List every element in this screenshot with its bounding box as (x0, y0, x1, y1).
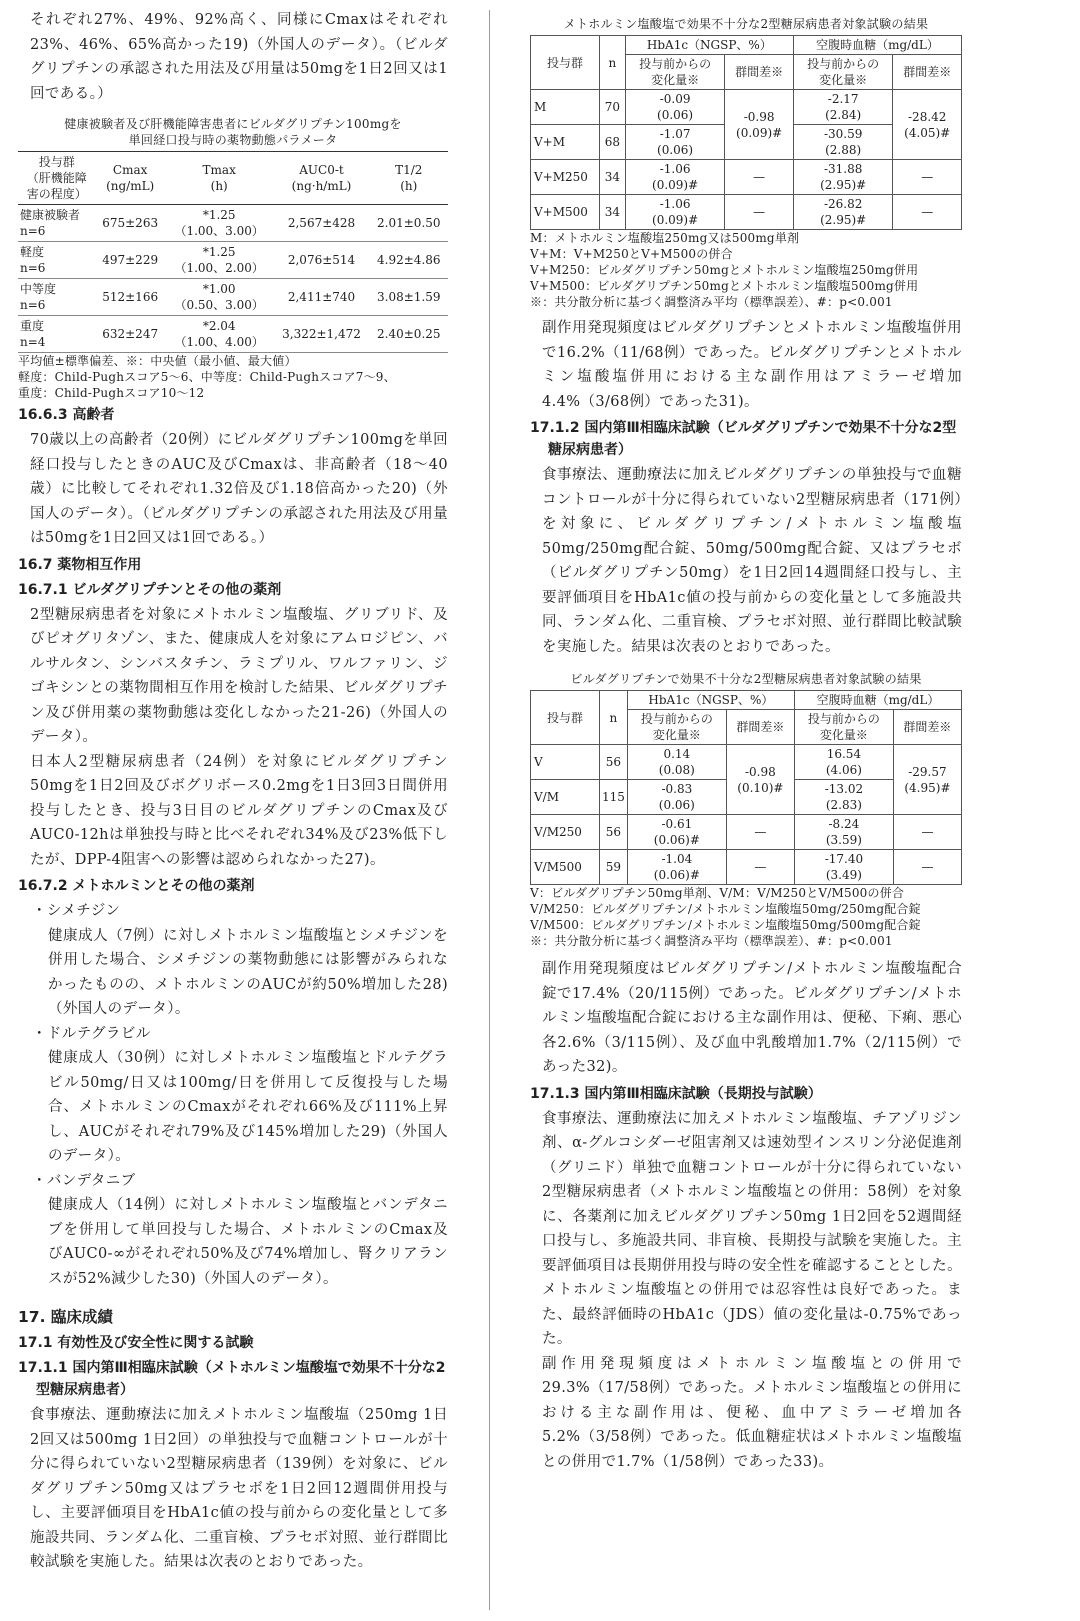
pk-tmax-range: （0.50、3.00） (174, 298, 264, 312)
t2-hb-value: -1.04 (661, 852, 693, 866)
table-row (531, 850, 962, 885)
t1-hb-se: (0.09)# (652, 178, 699, 192)
pk-tmax-median: *1.00 (202, 282, 236, 296)
pk-header-cmax-label: Cmax (112, 163, 148, 177)
t1-header-fpg: 空腹時血糖（mg/dL） (793, 36, 961, 55)
pk-cell-auc: 3,322±1,472 (273, 316, 369, 353)
t1-cell-group: V+M500 (531, 195, 600, 230)
t2-header-hb-change (627, 710, 726, 745)
pk-group-n: n=4 (20, 335, 46, 349)
intro-paragraph: それぞれ27%、49%、92%高く、同様にCmaxはそれぞれ23%、46%、65%高かった19)（外国人のデータ）。（ビルダグリプチンの承認された用法及び用量は50mgを1日2回又は1回である。） (30, 12, 448, 102)
t2-note-3: V/M500：ビルダグリプチン/メトホルミン塩酸塩50mg/500mg配合錠 (530, 918, 921, 932)
cimetidine-label: ・シメチジン (32, 903, 121, 919)
t2-fp-value: -13.02 (824, 782, 864, 796)
t2-fp-value: -8.24 (828, 817, 860, 831)
pk-group-name: 軽度 (20, 245, 45, 259)
t1-cell-n: 68 (599, 125, 625, 160)
t1-header-fp-change-l2: 変化量※ (819, 73, 868, 87)
t2-cell-hb (627, 850, 726, 885)
pk-header-tmax (165, 152, 274, 205)
t1-cell-hb (625, 90, 725, 125)
t2-header-n: n (599, 691, 627, 745)
t2-fp-se: (4.06) (825, 763, 862, 777)
pk-tmax-median: *1.25 (202, 245, 236, 259)
t2-header-hb-change-l2: 変化量※ (652, 728, 701, 742)
section-17-1-2-title: 17.1.2 国内第Ⅲ相臨床試験（ビルダグリプチンで効果不十分な2型糖尿病患者） (530, 420, 957, 458)
t1-hb-diff-se: (0.09)# (736, 125, 783, 140)
pk-cell-cmax: 497±229 (95, 242, 165, 279)
t1-hb-se: (0.09)# (652, 213, 699, 227)
left-column (18, 8, 448, 1575)
pk-cell-tmax (165, 316, 274, 353)
pk-header-group-sub2: 害の程度） (26, 187, 87, 201)
t1-cell-fp-diff: — (893, 195, 962, 230)
pk-group-name: 中等度 (20, 282, 57, 296)
t1-cell-fp (793, 160, 893, 195)
t1-cell-n: 34 (599, 195, 625, 230)
t2-hb-value: -0.83 (661, 782, 693, 796)
t1-header-fp-diff: 群間差※ (893, 55, 962, 90)
pk-group-name: 重度 (20, 319, 45, 333)
t1-cell-n: 34 (599, 160, 625, 195)
t2-cell-fp-diff: — (893, 815, 961, 850)
vildagliptin-results-table (530, 690, 962, 885)
t1-cell-n: 70 (599, 90, 625, 125)
t1-cell-fp (793, 195, 893, 230)
t1-cell-hb (625, 160, 725, 195)
t1-header-hb-change-l2: 変化量※ (651, 73, 700, 87)
section-16-6-3-title: 16.6.3 高齢者 (18, 407, 115, 423)
t2-cell-hb-diff (726, 745, 794, 815)
column-divider (489, 10, 490, 1610)
t2-cell-hb-diff: — (726, 815, 794, 850)
section-17-1-2-body: 食事療法、運動療法に加えビルダグリプチンの単独投与で血糖コントロールが十分に得られていない2型糖尿病患者（171例）を対象に、ビルダグリプチン/メトホルミン塩酸塩50mg/250mg配合錠、50mg/500mg配合錠、又はプラセボ（ビルダグリプチン50mg）を1日2回14週間経口投与し、主要評価項目をHbA1c値の投与前からの変化量として多施設共同、ランダム化、二重盲検、プラセボ対照、並行群間比較試験を実施した。結果は次表のとおりであった。 (542, 467, 962, 655)
pk-header-tmax-label: Tmax (202, 163, 236, 177)
t2-header-fp-change-l2: 変化量※ (819, 728, 868, 742)
pk-cell-thalf: 4.92±4.86 (370, 242, 448, 279)
pk-group-name: 健康被験者 (20, 208, 81, 222)
t1-header-hb-diff: 群間差※ (725, 55, 794, 90)
section-17-1-1-title: 17.1.1 国内第Ⅲ相臨床試験（メトホルミン塩酸塩で効果不十分な2型糖尿病患者） (18, 1360, 446, 1398)
cimetidine-body: 健康成人（7例）に対しメトホルミン塩酸塩とシメチジンを併用した場合、シメチジンの薬物動態には影響がみられなかったものの、メトホルミンのAUCが約50%増加した28)（外国人のデータ）。 (48, 927, 448, 1017)
pk-cell-tmax (165, 205, 274, 242)
t1-fp-value: -31.88 (823, 162, 863, 176)
section-16-7-title: 16.7 薬物相互作用 (18, 556, 142, 573)
pk-cell-cmax: 632±247 (95, 316, 165, 353)
pk-cell-thalf: 2.01±0.50 (370, 205, 448, 242)
t2-fp-value: 16.54 (826, 747, 862, 761)
t2-header-hb-change-l1: 投与前からの (640, 712, 713, 726)
section-16-6-3-body: 70歳以上の高齢者（20例）にビルダグリプチン100mgを単回経口投与したときのAUC及びCmaxは、非高齢者（18〜40歳）に比較してそれぞれ1.32倍及び1.18倍高かった20)（外国人のデータ）。（ビルダグリプチンの承認された用法及び用量は50mgを1日2回又は1回である。） (30, 432, 448, 546)
t1-cell-hb-diff (725, 90, 794, 160)
t2-cell-group: V (531, 745, 600, 780)
t2-cell-fp (794, 815, 893, 850)
t1-cell-hb-diff: — (725, 195, 794, 230)
section-17-1-3-para2: 副作用発現頻度はメトホルミン塩酸塩との併用で29.3%（17/58例）であった。メトホルミン塩酸塩との併用における主な副作用は、便秘、血中アミラーゼ増加各5.2%（3/58例）であった。低血糖症状はメトホルミン塩酸塩との併用で1.7%（1/58例）であった33)。 (542, 1355, 962, 1470)
t2-header-fp-change-l1: 投与前からの (807, 712, 880, 726)
t1-hb-value: -1.07 (659, 127, 691, 141)
pk-note-3: 重度：Child-Pughスコア10〜12 (18, 386, 205, 400)
pk-cell-group (18, 279, 95, 316)
t1-hb-value: -0.09 (659, 92, 691, 106)
t2-cell-n: 56 (599, 815, 627, 850)
t2-hb-se: (0.06)# (653, 868, 700, 882)
t1-header-hb-change-l1: 投与前からの (639, 57, 712, 71)
vandetanib-body: 健康成人（14例）に対しメトホルミン塩酸塩とバンデタニブを併用して単回投与した場合、メトホルミンのCmax及びAUC0-∞がそれぞれ50%及び74%増加し、腎クリアランスが52%減少した30)（外国人のデータ）。 (48, 1197, 448, 1287)
table2-caption: ビルダグリプチンで効果不十分な2型糖尿病患者対象試験の結果 (570, 672, 922, 686)
t2-hb-se: (0.08) (658, 763, 695, 777)
pk-table-caption (18, 116, 448, 148)
t1-header-hba1c: HbA1c（NGSP、%） (625, 36, 793, 55)
t1-hb-se: (0.06) (657, 143, 694, 157)
pk-cell-auc: 2,567±428 (273, 205, 369, 242)
section-17-1-3-para1: 食事療法、運動療法に加えメトホルミン塩酸塩、チアゾリジン剤、α-グルコシダーゼ阻害剤又は速効型インスリン分泌促進剤（グリニド）単独で血糖コントロールが十分に得られていない2型糖尿病患者（メトホルミン塩酸塩との併用：58例）を対象に、各薬剤に加えビルダグリプチン50mg 1日2回を52週間経口投与し、多施設共同、非盲検、長期投与試験を実施した。主要評価項目は長期併用投与時の安全性を確認することとした。メトホルミン塩酸塩との併用では忍容性は良好であった。また、最終評価時のHbA1c（JDS）値の変化量は-0.75%であった。 (542, 1110, 962, 1347)
t1-cell-fp (793, 125, 893, 160)
pk-header-group-label: 投与群 (38, 155, 75, 169)
t1-hb-diff-value: -0.98 (743, 109, 775, 124)
pk-cell-group (18, 205, 95, 242)
t1-header-n: n (599, 36, 625, 90)
t1-note-4: V+M500：ビルダグリプチン50mgとメトホルミン塩酸塩500mg併用 (530, 279, 919, 293)
pk-tmax-range: （1.00、4.00） (174, 335, 264, 349)
pk-header-cmax-unit: (ng/mL) (106, 179, 155, 193)
t1-cell-fp (793, 90, 893, 125)
pk-header-auc-label: AUC0-t (299, 163, 344, 177)
t2-cell-fp-diff (893, 745, 961, 815)
section-17-1-1-body: 食事療法、運動療法に加えメトホルミン塩酸塩（250mg 1日2回又は500mg 1日2回）の単独投与で血糖コントロールが十分に得られていない2型糖尿病患者（139例）を対象に、ビルダグリプチン50mg又はプラセボを1日2回12週間併用投与し、主要評価項目をHbA1c値の投与前からの変化量として多施設共同、ランダム化、二重盲検、プラセボ対照、並行群間比較試験を実施した。結果は次表のとおりであった。 (30, 1407, 448, 1570)
t2-header-group: 投与群 (531, 691, 600, 745)
t2-cell-n: 59 (599, 850, 627, 885)
t1-header-hb-change (625, 55, 725, 90)
pk-cell-auc: 2,076±514 (273, 242, 369, 279)
table-row (18, 279, 448, 316)
t1-fp-se: (2.95)# (820, 178, 867, 192)
pk-cell-cmax: 675±263 (95, 205, 165, 242)
t1-cell-group: V+M250 (531, 160, 600, 195)
t1-note-5: ※：共分散分析に基づく調整済み平均（標準誤差）、#：p<0.001 (530, 295, 893, 309)
t2-cell-fp-diff: — (893, 850, 961, 885)
table-row (18, 316, 448, 353)
t2-cell-hb (627, 815, 726, 850)
t2-note-4: ※：共分散分析に基づく調整済み平均（標準誤差）、#：p<0.001 (530, 934, 893, 948)
section-16-7-1-title: 16.7.1 ビルダグリプチンとその他の薬剤 (18, 581, 282, 598)
t1-fp-se: (2.88) (825, 143, 862, 157)
t1-fp-se: (2.84) (825, 108, 862, 122)
pk-parameter-table (18, 151, 448, 353)
t1-fp-diff-se: (4.05)# (904, 125, 951, 140)
t1-hb-value: -1.06 (659, 197, 691, 211)
t2-cell-hb (627, 745, 726, 780)
t1-hb-value: -1.06 (659, 162, 691, 176)
pk-note-2: 軽度：Child-Pughスコア5〜6、中等度：Child-Pughスコア7〜9、 (18, 370, 396, 384)
pk-cell-thalf: 2.40±0.25 (370, 316, 448, 353)
t2-header-hb-diff: 群間差※ (726, 710, 794, 745)
pk-cell-group (18, 316, 95, 353)
pk-header-auc (273, 152, 369, 205)
pk-caption-line2: 単回経口投与時の薬物動態パラメータ (128, 133, 338, 147)
t2-cell-n: 56 (599, 745, 627, 780)
t2-hb-value: -0.61 (661, 817, 693, 831)
t2-cell-group: V/M (531, 780, 600, 815)
pk-cell-cmax: 512±166 (95, 279, 165, 316)
pk-cell-tmax (165, 242, 274, 279)
t1-hb-se: (0.06) (657, 108, 694, 122)
pk-caption-line1: 健康被験者及び肝機能障害患者にビルダグリプチン100mgを (64, 117, 402, 131)
t2-cell-fp (794, 745, 893, 780)
pk-header-cmax (95, 152, 165, 205)
table-row (531, 160, 962, 195)
t1-cell-fp-diff (893, 90, 962, 160)
t2-header-fp-change (794, 710, 893, 745)
t1-cell-hb (625, 195, 725, 230)
pk-group-n: n=6 (20, 224, 46, 238)
pk-tmax-median: *1.25 (202, 208, 236, 222)
table-row (18, 205, 448, 242)
t2-hb-diff-value: -0.98 (744, 764, 776, 779)
t1-fp-value: -2.17 (827, 92, 859, 106)
section-16-7-1-para1: 2型糖尿病患者を対象にメトホルミン塩酸塩、グリブリド、及びピオグリタゾン、また、健康成人を対象にアムロジピン、バルサルタン、シンバスタチン、ラミプリル、ワルファリン、ジゴキシンとの薬物間相互作用を検討した結果、ビルダグリプチン及び併用薬の薬物動態は変化しなかった21-26)（外国人のデータ）。 (30, 606, 448, 745)
section-17-1-3-title: 17.1.3 国内第Ⅲ相臨床試験（長期投与試験） (530, 1085, 822, 1102)
t2-fp-se: (3.59) (825, 833, 862, 847)
table-row (18, 242, 448, 279)
t1-fp-value: -30.59 (823, 127, 863, 141)
pk-header-tmax-unit: (h) (210, 179, 228, 193)
t2-cell-group: V/M250 (531, 815, 600, 850)
t1-cell-hb (625, 125, 725, 160)
t1-fp-value: -26.82 (823, 197, 863, 211)
t2-fp-value: -17.40 (824, 852, 864, 866)
pk-header-group (18, 152, 95, 205)
t1-fp-diff-value: -28.42 (908, 109, 947, 124)
t2-fp-se: (2.83) (825, 798, 862, 812)
dolutegravir-label: ・ドルテグラビル (32, 1025, 151, 1042)
t2-cell-hb-diff: — (726, 850, 794, 885)
section-17-1-title: 17.1 有効性及び安全性に関する試験 (18, 1335, 254, 1351)
t1-cell-fp-diff: — (893, 160, 962, 195)
t2-fp-diff-se: (4.95)# (904, 780, 951, 795)
t1-note-1: M：メトホルミン塩酸塩250mg又は500mg単剤 (530, 231, 800, 245)
t1-header-fp-change (793, 55, 893, 90)
vandetanib-label: ・バンデタニブ (32, 1172, 136, 1189)
t2-note-2: V/M250：ビルダグリプチン/メトホルミン塩酸塩50mg/250mg配合錠 (530, 902, 921, 916)
t2-hb-diff-se: (0.10)# (737, 780, 784, 795)
t2-hb-value: 0.14 (663, 747, 691, 761)
table-row (531, 815, 962, 850)
t2-hb-se: (0.06) (658, 798, 695, 812)
pk-group-n: n=6 (20, 261, 46, 275)
table-row (531, 195, 962, 230)
t1-header-fp-change-l1: 投与前からの (807, 57, 880, 71)
t2-cell-group: V/M500 (531, 850, 600, 885)
pk-cell-thalf: 3.08±1.59 (370, 279, 448, 316)
t2-header-fpg: 空腹時血糖（mg/dL） (794, 691, 961, 710)
pk-tmax-range: （1.00、3.00） (174, 224, 264, 238)
after-table2-paragraph: 副作用発現頻度はビルダグリプチン/メトホルミン塩酸塩配合錠で17.4%（20/115例）であった。ビルダグリプチン/メトホルミン塩酸塩配合錠における主な副作用は、便秘、下痢、悪心各2.6%（3/115例）、及び血中乳酸増加1.7%（2/115例）であった32)。 (542, 961, 962, 1075)
section-16-7-2-title: 16.7.2 メトホルミンとその他の薬剤 (18, 878, 255, 894)
pk-header-group-sub1: （肝機能障 (26, 171, 87, 185)
t1-note-3: V+M250：ビルダグリプチン50mgとメトホルミン塩酸塩250mg併用 (530, 263, 919, 277)
t2-fp-diff-value: -29.57 (908, 764, 947, 779)
table-row (531, 745, 962, 780)
t2-hb-se: (0.06)# (653, 833, 700, 847)
pk-header-thalf (370, 152, 448, 205)
t1-cell-group: V+M (531, 125, 600, 160)
t1-cell-group: M (531, 90, 600, 125)
t2-header-fp-diff: 群間差※ (893, 710, 961, 745)
t2-cell-hb (627, 780, 726, 815)
t1-note-2: V+M：V+M250とV+M500の併合 (530, 247, 733, 261)
pk-cell-tmax (165, 279, 274, 316)
pk-note-1: 平均値±標準偏差、※：中央値（最小値、最大値） (18, 354, 297, 368)
dolutegravir-body: 健康成人（30例）に対しメトホルミン塩酸塩とドルテグラビル50mg/日又は100mg/日を併用して反復投与した場合、メトホルミンのCmaxがそれぞれ66%及び111%上昇し、AUCがそれぞれ79%及び145%増加した29)（外国人のデータ）。 (48, 1050, 448, 1164)
pk-tmax-median: *2.04 (202, 319, 236, 333)
pk-cell-group (18, 242, 95, 279)
right-column (530, 8, 962, 1474)
pk-tmax-range: （1.00、2.00） (174, 261, 264, 275)
section-16-7-1-para2: 日本人2型糖尿病患者（24例）を対象にビルダグリプチン50mgを1日2回及びボグリボース0.2mgを1日3回3日間併用投与したとき、投与3日目のビルダグリプチンのCmax及びAUC0-12hは単独投与時と比べそれぞれ34%及び23%低下したが、DPP-4阻害への影響は認められなかった27)。 (30, 753, 448, 868)
t2-cell-fp (794, 850, 893, 885)
t2-cell-fp (794, 780, 893, 815)
table1-caption: メトホルミン塩酸塩で効果不十分な2型糖尿病患者対象試験の結果 (563, 17, 929, 31)
t1-fp-se: (2.95)# (820, 213, 867, 227)
t2-cell-n: 115 (599, 780, 627, 815)
pk-header-thalf-unit: (h) (400, 179, 418, 193)
t1-cell-hb-diff: — (725, 160, 794, 195)
pk-header-auc-unit: (ng·h/mL) (291, 179, 352, 193)
pk-cell-auc: 2,411±740 (273, 279, 369, 316)
table-row (531, 90, 962, 125)
metformin-results-table (530, 35, 962, 230)
after-table1-paragraph: 副作用発現頻度はビルダグリプチンとメトホルミン塩酸塩併用で16.2%（11/68例）であった。ビルダグリプチンとメトホルミン塩酸塩併用における主な副作用はアミラーゼ増加4.4%（3/68例）であった31)。 (542, 320, 962, 410)
t2-note-1: V：ビルダグリプチン50mg単剤、V/M：V/M250とV/M500の併合 (530, 886, 905, 900)
section-17-title: 17. 臨床成績 (18, 1308, 113, 1326)
t2-fp-se: (3.49) (825, 868, 862, 882)
t2-header-hba1c: HbA1c（NGSP、%） (627, 691, 794, 710)
pk-group-n: n=6 (20, 298, 46, 312)
t1-header-group: 投与群 (531, 36, 600, 90)
pk-header-thalf-label: T1/2 (395, 163, 423, 177)
